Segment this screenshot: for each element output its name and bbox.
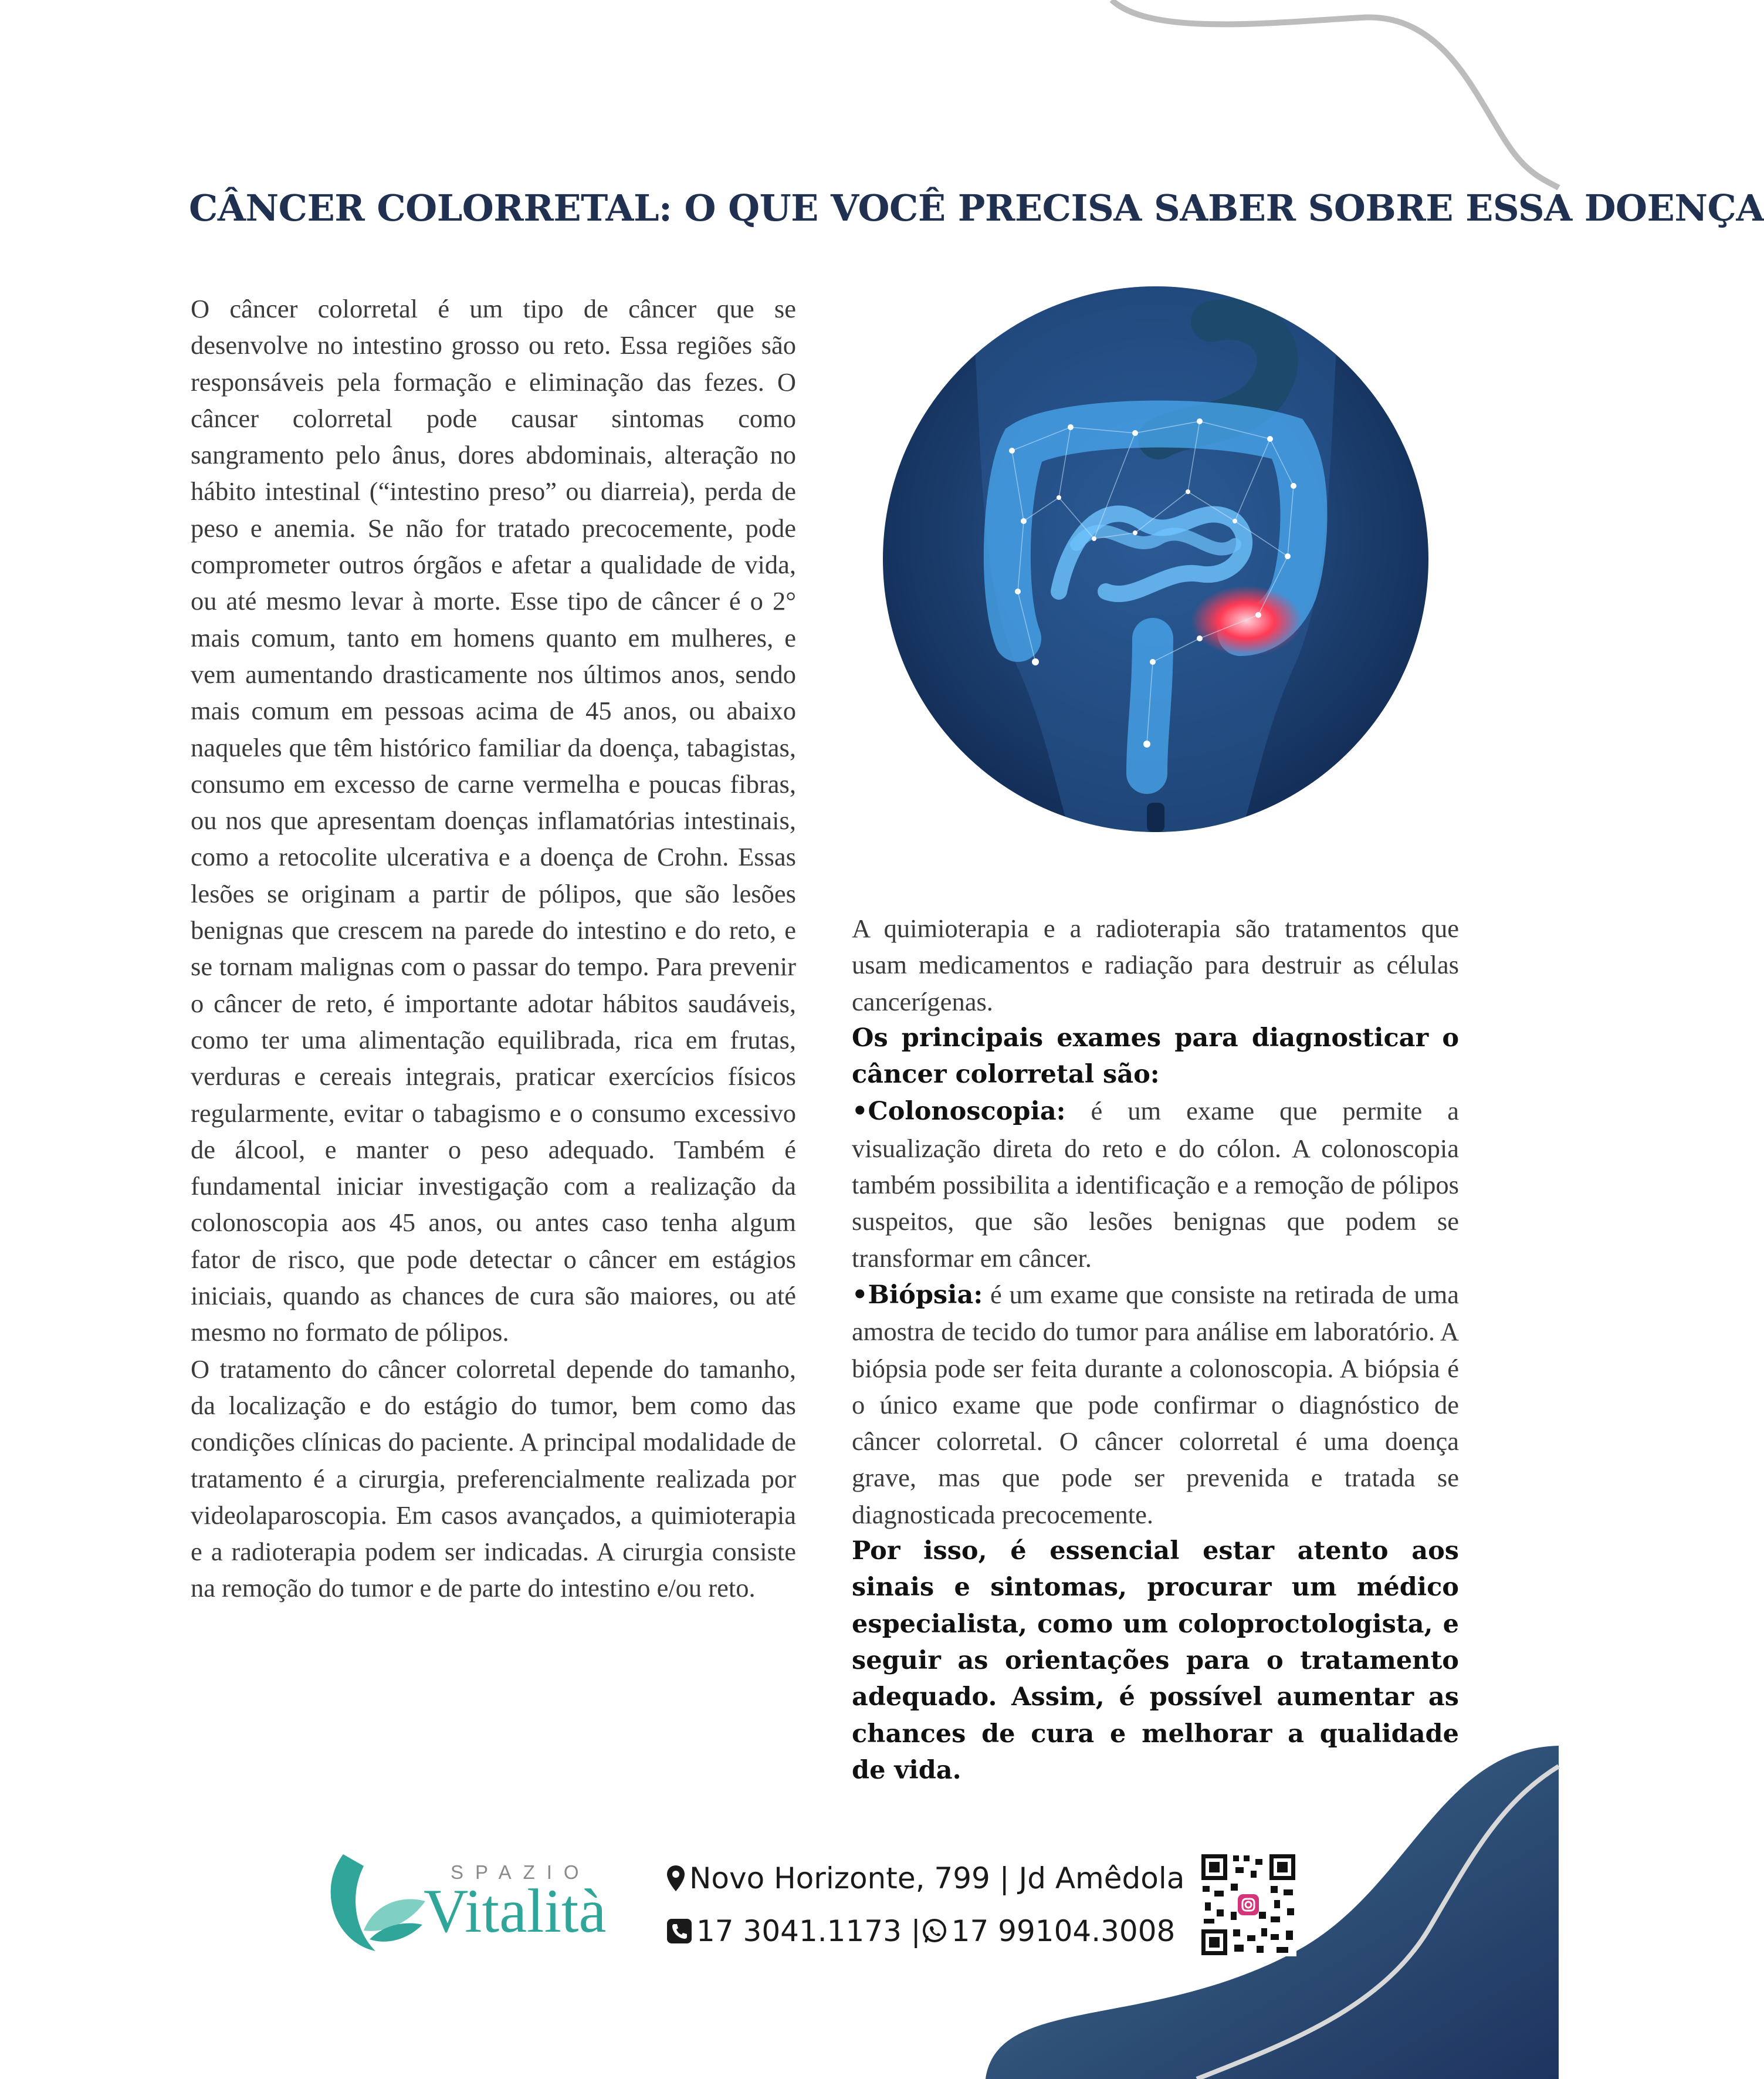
exams-subheading: Os principais exames para diagnosticar o câncer colorretal são: xyxy=(852,1023,1459,1090)
left-column xyxy=(191,290,796,1607)
address-text: Novo Horizonte, 799 | Jd Amêdola xyxy=(689,1861,1185,1895)
paragraph-chemo: A quimioterapia e a radioterapia são tratamentos que usam medicamentos e radiação para destruir as células cancerígenas. xyxy=(852,914,1459,1016)
closing-paragraph: Por isso, é essencial estar atento aos sinais e sintomas, procurar um médico especialista, como um coloproctologista, e seguir as orientações para o tratamento adequado. Assim, é possível aumentar as chances de cura e melhorar a qualidade de vida. xyxy=(852,1536,1459,1785)
exam-colonoscopia-text: é um exame que permite a visualização direta do reto e do cólon. A colonoscopia também possibilita a identificação e a remoção de pólipos suspeitos, que são lesões benignas que podem se transformar em câncer. xyxy=(852,1096,1459,1273)
phone-text: 17 3041.1173 | xyxy=(696,1914,921,1948)
paragraph-treatment: O tratamento do câncer colorretal depende do tamanho, da localização e do estágio do tumor, bem como das condições clínicas do paciente. A principal modalidade de tratamento é a cirurgia, preferencialmente realizada por videolaparoscopia. Em casos avançados, a quimioterapia e a radioterapia podem ser indicadas. A cirurgia consiste na remoção do tumor e de parte do intestino e/ou reto. xyxy=(191,1354,796,1603)
brand-small-text: SPAZIO xyxy=(451,1861,591,1883)
page-title: CÂNCER COLORRETAL: O QUE VOCÊ PRECISA SABER SOBRE ESSA DOENÇA xyxy=(189,187,1764,229)
right-column xyxy=(852,910,1459,1789)
exam-colonoscopia-term: •Colonoscopia: xyxy=(852,1097,1066,1127)
exam-biopsia-term: •Biópsia: xyxy=(852,1280,983,1310)
address-line xyxy=(666,1861,1184,1895)
qr-code-icon[interactable] xyxy=(1200,1853,1296,1956)
exam-biopsia-text: é um exame que consiste na retirada de uma amostra de tecido do tumor para análise em laboratório. A biópsia pode ser feita durante a colonoscopia. A biópsia é o único exame que pode confirmar o diagnóstico de câncer colorretal. O câncer colorretal é uma doença grave, mas que pode ser prevenida e tratada se diagnosticada precocemente. xyxy=(852,1279,1459,1529)
map-pin-icon xyxy=(666,1864,686,1892)
whatsapp-icon xyxy=(921,1918,948,1945)
phone-icon xyxy=(666,1918,693,1945)
top-curve xyxy=(1112,0,1559,188)
exam-colonoscopia xyxy=(852,1093,1459,1276)
colon-illustration xyxy=(883,286,1428,832)
exam-biopsia xyxy=(852,1276,1459,1533)
paragraph-intro: O câncer colorretal é um tipo de câncer que se desenvolve no intestino grosso ou reto. Essa regiões são responsáveis pela formação e eliminação das fezes. O câncer colorretal pode causar sintomas como sangramento pelo ânus, dores abdominais, alteração no hábito intestinal (“intestino preso” ou diarreia), perda de peso e anemia. Se não for tratado precocemente, pode comprometer outros órgãos e afetar a qualidade de vida, ou até mesmo levar à morte. Esse tipo de câncer é o 2° mais comum, tanto em homens quanto em mulheres, e vem aumentando drasticamente nos últimos anos, sendo mais comum em pessoas acima de 45 anos, ou abaixo naqueles que têm histórico familiar da doença, tabagistas, consumo em excesso de carne vermelha e poucas fibras, ou nos que apresentam doenças inflamatórias intestinais, como a retocolite ulcerativa e a doença de Crohn. Essas lesões se originam a partir de pólipos, que são lesões benignas que crescem na parede do intestino e do reto, e se tornam malignas com o passar do tempo. Para prevenir o câncer de reto, é importante adotar hábitos saudáveis, como ter uma alimentação equilibrada, rica em frutas, verduras e cereais integrais, praticar exercícios físicos regularmente, evitar o tabagismo e o consumo excessivo de álcool, e manter o peso adequado. Também é fundamental iniciar investigação com a realização da colonoscopia aos 45 anos, ou antes caso tenha algum fator de risco, que pode detectar o câncer em estágios iniciais, quando as chances de cura são maiores, ou até mesmo no formato de pólipos. xyxy=(191,294,796,1347)
brand-name: Vitalità xyxy=(424,1877,607,1945)
whatsapp-text: 17 99104.3008 xyxy=(951,1914,1176,1948)
phone-line xyxy=(666,1914,1175,1948)
